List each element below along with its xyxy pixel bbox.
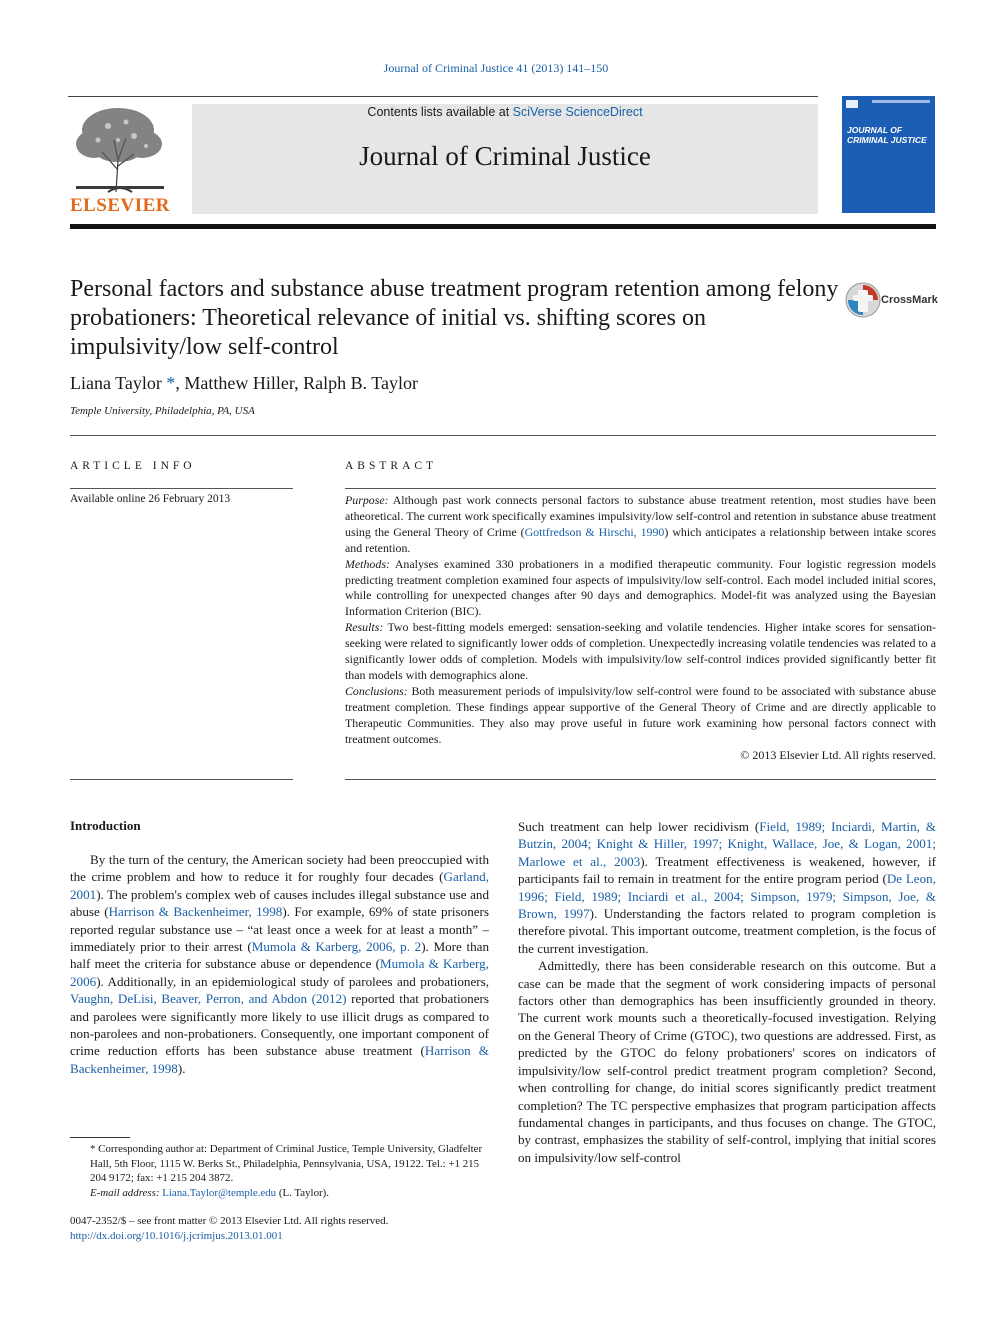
author-list bbox=[70, 373, 418, 394]
crossmark-label[interactable]: CrossMark bbox=[881, 294, 938, 306]
intro-left-column bbox=[70, 851, 489, 1077]
citation-group-recidivism[interactable]: Field, 1989; Inciardi, Martin, & Butzin, 2004; Knight & Hiller, 1997; Knight, Wallace, Joe, & Logan, 2001; Marlowe et al., 2003 bbox=[518, 819, 936, 869]
contents-prefix: Contents lists available at bbox=[367, 105, 513, 119]
available-online: Available online 26 February 2013 bbox=[70, 493, 231, 505]
introduction-heading: Introduction bbox=[70, 818, 141, 833]
affiliation: Temple University, Philadelphia, PA, USA bbox=[70, 405, 255, 417]
intro-right-column bbox=[518, 818, 936, 1166]
p1-text-a: By the turn of the century, the American society had been preoccupied with the crime problem and how to reduce it for roughly four decades ( bbox=[70, 852, 489, 885]
purpose-text: Although past work connects personal factors to substance abuse treatment retention, most studies have been atheoretical. The current work specifically examines impulsivity/low self-control and retention in substance abuse treatment using the General Theory of Crime ( bbox=[345, 493, 936, 539]
citation-mumola-p2[interactable]: Mumola & Karberg, 2006, p. 2 bbox=[251, 939, 422, 955]
p1-text-d: ). More than half meet the criteria for substance abuse or dependence ( bbox=[70, 939, 489, 972]
abstract-conclusions bbox=[345, 684, 936, 748]
citation-harrison-1[interactable]: Harrison & Backenheimer, 1998 bbox=[108, 904, 283, 920]
citation-garland[interactable]: Garland, 2001 bbox=[70, 869, 489, 902]
journal-cover-image[interactable] bbox=[842, 96, 935, 213]
issn-line: 0047-2352/$ – see front matter © 2013 Elsevier Ltd. All rights reserved. bbox=[70, 1215, 389, 1227]
intro-paragraph-3: Admittedly, there has been considerable research on this outcome. But a case can be made that the segment of work considering impacts of personal factors other than demographics has been insufficiently grounded in theory. The current work mounts such a theoretically-focused investigation. Relying on the General Theory of Crime (GTOC), two questions are addressed. First, as predicted by the GTOC do felony probationers' scores on indicators of impulsivity/low self-control predict treatment program completion? Second, when controlling for change, do initial scores significantly predict treatment completion? The TC perspective emphasizes that program participation affects fundamental changes in participants, and thus focuses on change. The GTOC, by contrast, emphasizes the stability of self-control, implying that initial scores on impulsivity/low self-control bbox=[518, 958, 936, 1165]
author-liana-taylor: Liana Taylor bbox=[70, 373, 162, 393]
elsevier-wordmark: ELSEVIER bbox=[69, 195, 171, 216]
conclusions-text: Both measurement periods of impulsivity/low self-control were found to be associated with substance abuse treatment completion. These findings appear supportive of the General Theory of Crime and are directly applicable to Therapeutic Communities. They also may prove useful in future work examining how personal factors connect with treatment outcomes. bbox=[345, 683, 936, 746]
abstract-methods bbox=[345, 557, 936, 621]
banner-top-rule bbox=[68, 96, 818, 97]
running-head[interactable]: Journal of Criminal Justice 41 (2013) 141–150 bbox=[383, 61, 609, 75]
abstract-results bbox=[345, 620, 936, 684]
intro-paragraph-2 bbox=[518, 818, 936, 957]
p1-text-c: ). For example, 69% of state prisoners reported regular substance use – “at least once a week for at least a month” – immediately prior to their arrest ( bbox=[70, 904, 490, 955]
abstract-heading: ABSTRACT bbox=[345, 460, 438, 472]
r1-text-c: ). Understanding the factors related to program completion is therefore pivotal. This important outcome, treatment completion, is the focus of the current investigation. bbox=[518, 906, 936, 956]
cover-title: JOURNAL OF CRIMINAL JUSTICE bbox=[847, 125, 927, 145]
abstract-bottom-rule bbox=[345, 779, 936, 780]
purpose-label: Purpose: bbox=[345, 493, 389, 507]
citation-mumola[interactable]: Mumola & Karberg, 2006 bbox=[70, 956, 489, 989]
abstract-copyright: © 2013 Elsevier Ltd. All rights reserved. bbox=[740, 748, 936, 762]
corresponding-author-mark[interactable]: * bbox=[166, 373, 176, 393]
title-divider bbox=[70, 435, 936, 436]
citation-harrison-2[interactable]: Harrison & Backenheimer, 1998 bbox=[70, 1043, 489, 1076]
methods-label: Methods: bbox=[345, 556, 390, 571]
p1-text-e: ). Additionally, in an epidemiological study of parolees and probationers, bbox=[96, 973, 489, 989]
email-label: E-mail address: bbox=[90, 1186, 160, 1199]
footnote-address bbox=[70, 1142, 490, 1186]
journal-name: Journal of Criminal Justice bbox=[359, 141, 651, 171]
sciencedirect-link[interactable]: SciVerse ScienceDirect bbox=[512, 105, 643, 119]
article-title: Personal factors and substance abuse treatment program retention among felony probationers: Theoretical relevance of initial vs. shifting scores on impulsivity/low self-control bbox=[70, 276, 839, 360]
cover-logo-mark bbox=[846, 100, 858, 108]
corresponding-author-footnote bbox=[70, 1142, 490, 1200]
abstract-rule bbox=[345, 488, 936, 489]
doi-link[interactable]: http://dx.doi.org/10.1016/j.jcrimjus.2013.01.001 bbox=[70, 1229, 283, 1242]
citation-vaughn[interactable]: Vaughn, DeLisi, Beaver, Perron, and Abdon (2012) bbox=[70, 991, 347, 1007]
p1-text-b: ). The problem's complex web of causes includes illegal substance use and abuse ( bbox=[70, 886, 489, 920]
conclusions-label: Conclusions: bbox=[345, 683, 408, 698]
results-label: Results: bbox=[345, 620, 384, 635]
p1-text-g: ). bbox=[177, 1060, 186, 1076]
purpose-text-end: ) which anticipates a relationship between intake scores and retention. bbox=[345, 524, 937, 555]
abstract-body bbox=[345, 493, 936, 748]
methods-text: Analyses examined 330 probationers in a modified therapeutic community. Four logistic regression models predicting treatment completion examined four aspects of impulsivity/low self-control. Each model included initial scores, while controlling for unexpected changes after 90 days and demographics. Model-fit was analyzed using the Bayesian Information Criterion (BIC). bbox=[345, 556, 936, 619]
header-divider bbox=[70, 224, 936, 229]
p1-text-f: reported that probationers and parolees were significantly more likely to use illicit drugs as compared to non-parolees and non-probationers. Consequently, one important component of crime reduction efforts has been substance abuse treatment ( bbox=[70, 991, 489, 1059]
intro-paragraph-1 bbox=[70, 851, 489, 1077]
footnote-mark: * bbox=[90, 1143, 96, 1155]
article-info-bottom-rule bbox=[70, 779, 293, 780]
other-authors: , Matthew Hiller, Ralph B. Taylor bbox=[175, 373, 419, 393]
results-text: Two best-fitting models emerged: sensation-seeking and volatile tendencies. Higher intake scores for sensation-seeking were related to significantly lower odds of completion. Unexpectedly increasing volatile tendencies was related to a significantly lower odds of completion. Models with impulsivity/low self-control indices provided significantly better fit than models with demographics alone. bbox=[345, 620, 936, 682]
footnote-text: Corresponding author at: Department of Criminal Justice, Temple University, Gladfelter Hall, 5th Floor, 1115 W. Berks St., Philadelphia, Pennsylvania, USA, 19122. Tel.: +1 215 204 9172; fax: +1 215 204 3872. bbox=[90, 1143, 483, 1185]
email-suffix: (L. Taylor). bbox=[276, 1186, 329, 1199]
r1-text-a: Such treatment can help lower recidivism ( bbox=[518, 819, 760, 834]
abstract-purpose bbox=[345, 493, 936, 557]
citation-group-retention[interactable]: De Leon, 1996; Field, 1989; Inciardi et al., 2004; Simpson, 1979; Simpson, Joe, & Brown, 1997 bbox=[518, 871, 936, 922]
front-matter bbox=[70, 1214, 388, 1243]
citation-gottfredson-hirschi[interactable]: Gottfredson & Hirschi, 1990 bbox=[524, 524, 665, 539]
contents-line bbox=[192, 105, 818, 119]
footnote-rule bbox=[70, 1137, 130, 1138]
cover-header-line bbox=[872, 100, 930, 103]
email-link[interactable]: Liana.Taylor@temple.edu bbox=[162, 1186, 277, 1199]
article-info-rule bbox=[70, 488, 293, 489]
article-info-heading: ARTICLE INFO bbox=[70, 460, 196, 472]
footnote-email bbox=[70, 1186, 490, 1201]
r1-text-b: ). Treatment effectiveness is weakened, however, if participants fail to remain in treatment for the entire program period ( bbox=[518, 853, 936, 887]
